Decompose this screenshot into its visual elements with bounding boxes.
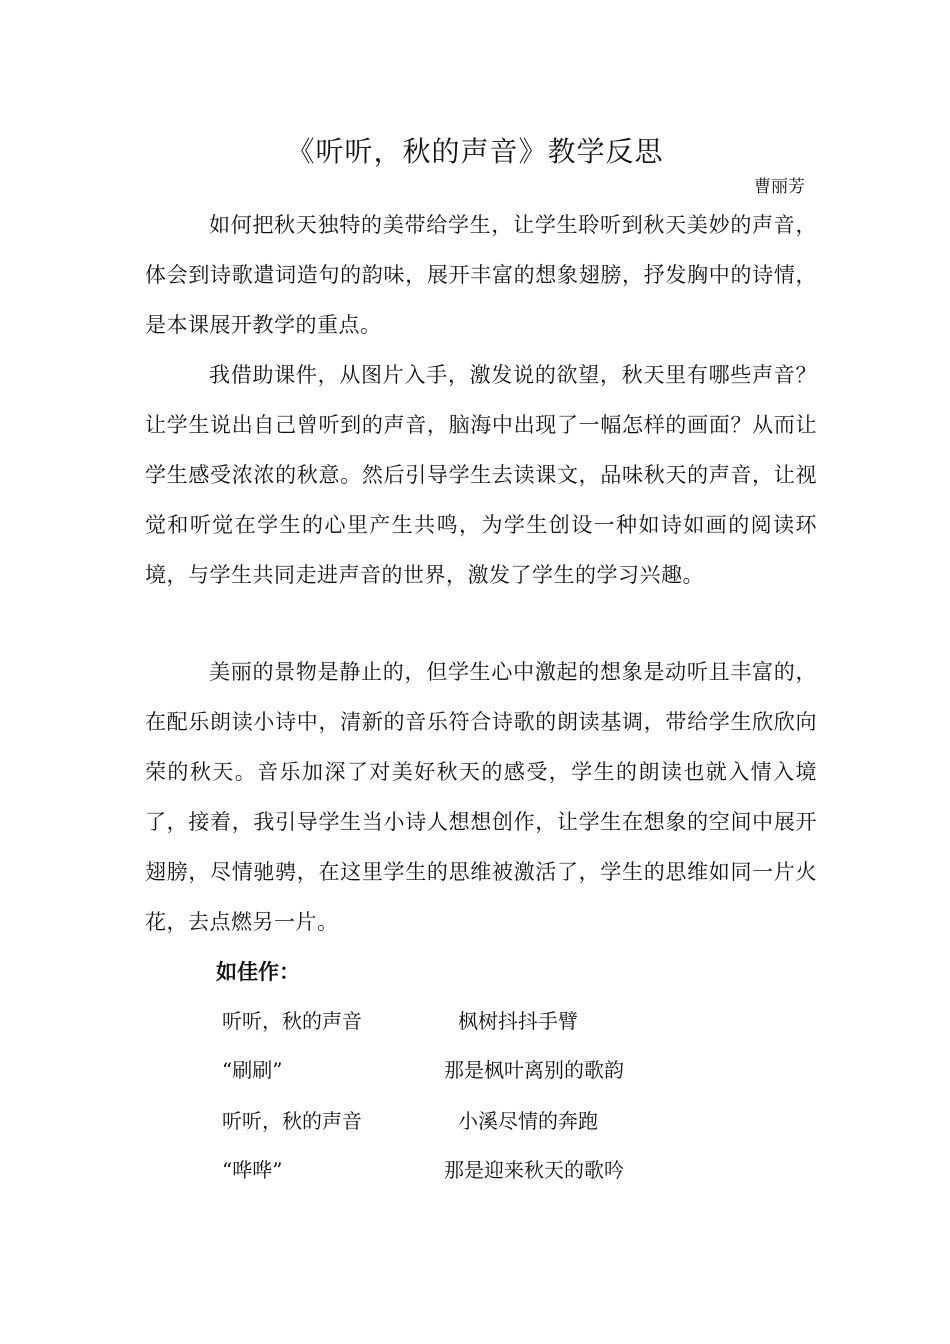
poem-line-right: 小溪尽情的奔跑 — [458, 1109, 598, 1133]
poem-line-left: 听听，秋的声音 — [222, 1109, 362, 1133]
paragraph-3: 美丽的景物是静止的，但学生心中激起的想象是动听且丰富的，在配乐朗读小诗中，清新的音乐符合诗歌的朗读基调，带给学生欣欣向荣的秋天。音乐加深了对美好秋天的感受，学生的朗读也就入情入境了，接着，我引导学生当小诗人想想创作，让学生在想象的空间中展开翅膀，尽情驰骋，在这里学生的思维被激活了，学生的思维如同一片火花，去点燃另一片。 — [145, 660, 817, 934]
document-title: 《听听，秋的声音》教学反思 — [286, 135, 664, 168]
paragraph-2: 我借助课件，从图片入手，激发说的欲望，秋天里有哪些声音？让学生说出自己曾听到的声音，脑海中出现了一幅怎样的画面？从而让学生感受浓浓的秋意。然后引导学生去读课文，品味秋天的声音，让视觉和听觉在学生的心里产生共鸣，为学生创设一种如诗如画的阅读环境，与学生共同走进声音的世界，激发了学生的学习兴趣。 — [145, 363, 817, 587]
poem-line-right: 枫树抖抖手臂 — [458, 1009, 578, 1033]
example-heading: 如佳作： — [216, 960, 300, 984]
paragraph-1: 如何把秋天独特的美带给学生，让学生聆听到秋天美妙的声音，体会到诗歌遣词造句的韵味，展开丰富的想象翅膀，抒发胸中的诗情，是本课展开教学的重点。 — [145, 213, 817, 337]
poem-line-left: 听听，秋的声音 — [222, 1009, 362, 1033]
poem-line-left: “刷刷” — [222, 1058, 283, 1082]
poem-line-left: “哗哗” — [222, 1158, 283, 1182]
poem-line-right: 那是迎来秋天的歌吟 — [444, 1158, 624, 1182]
author-name: 曹丽芳 — [754, 177, 805, 197]
poem-line-right: 那是枫叶离别的歌韵 — [444, 1058, 624, 1082]
